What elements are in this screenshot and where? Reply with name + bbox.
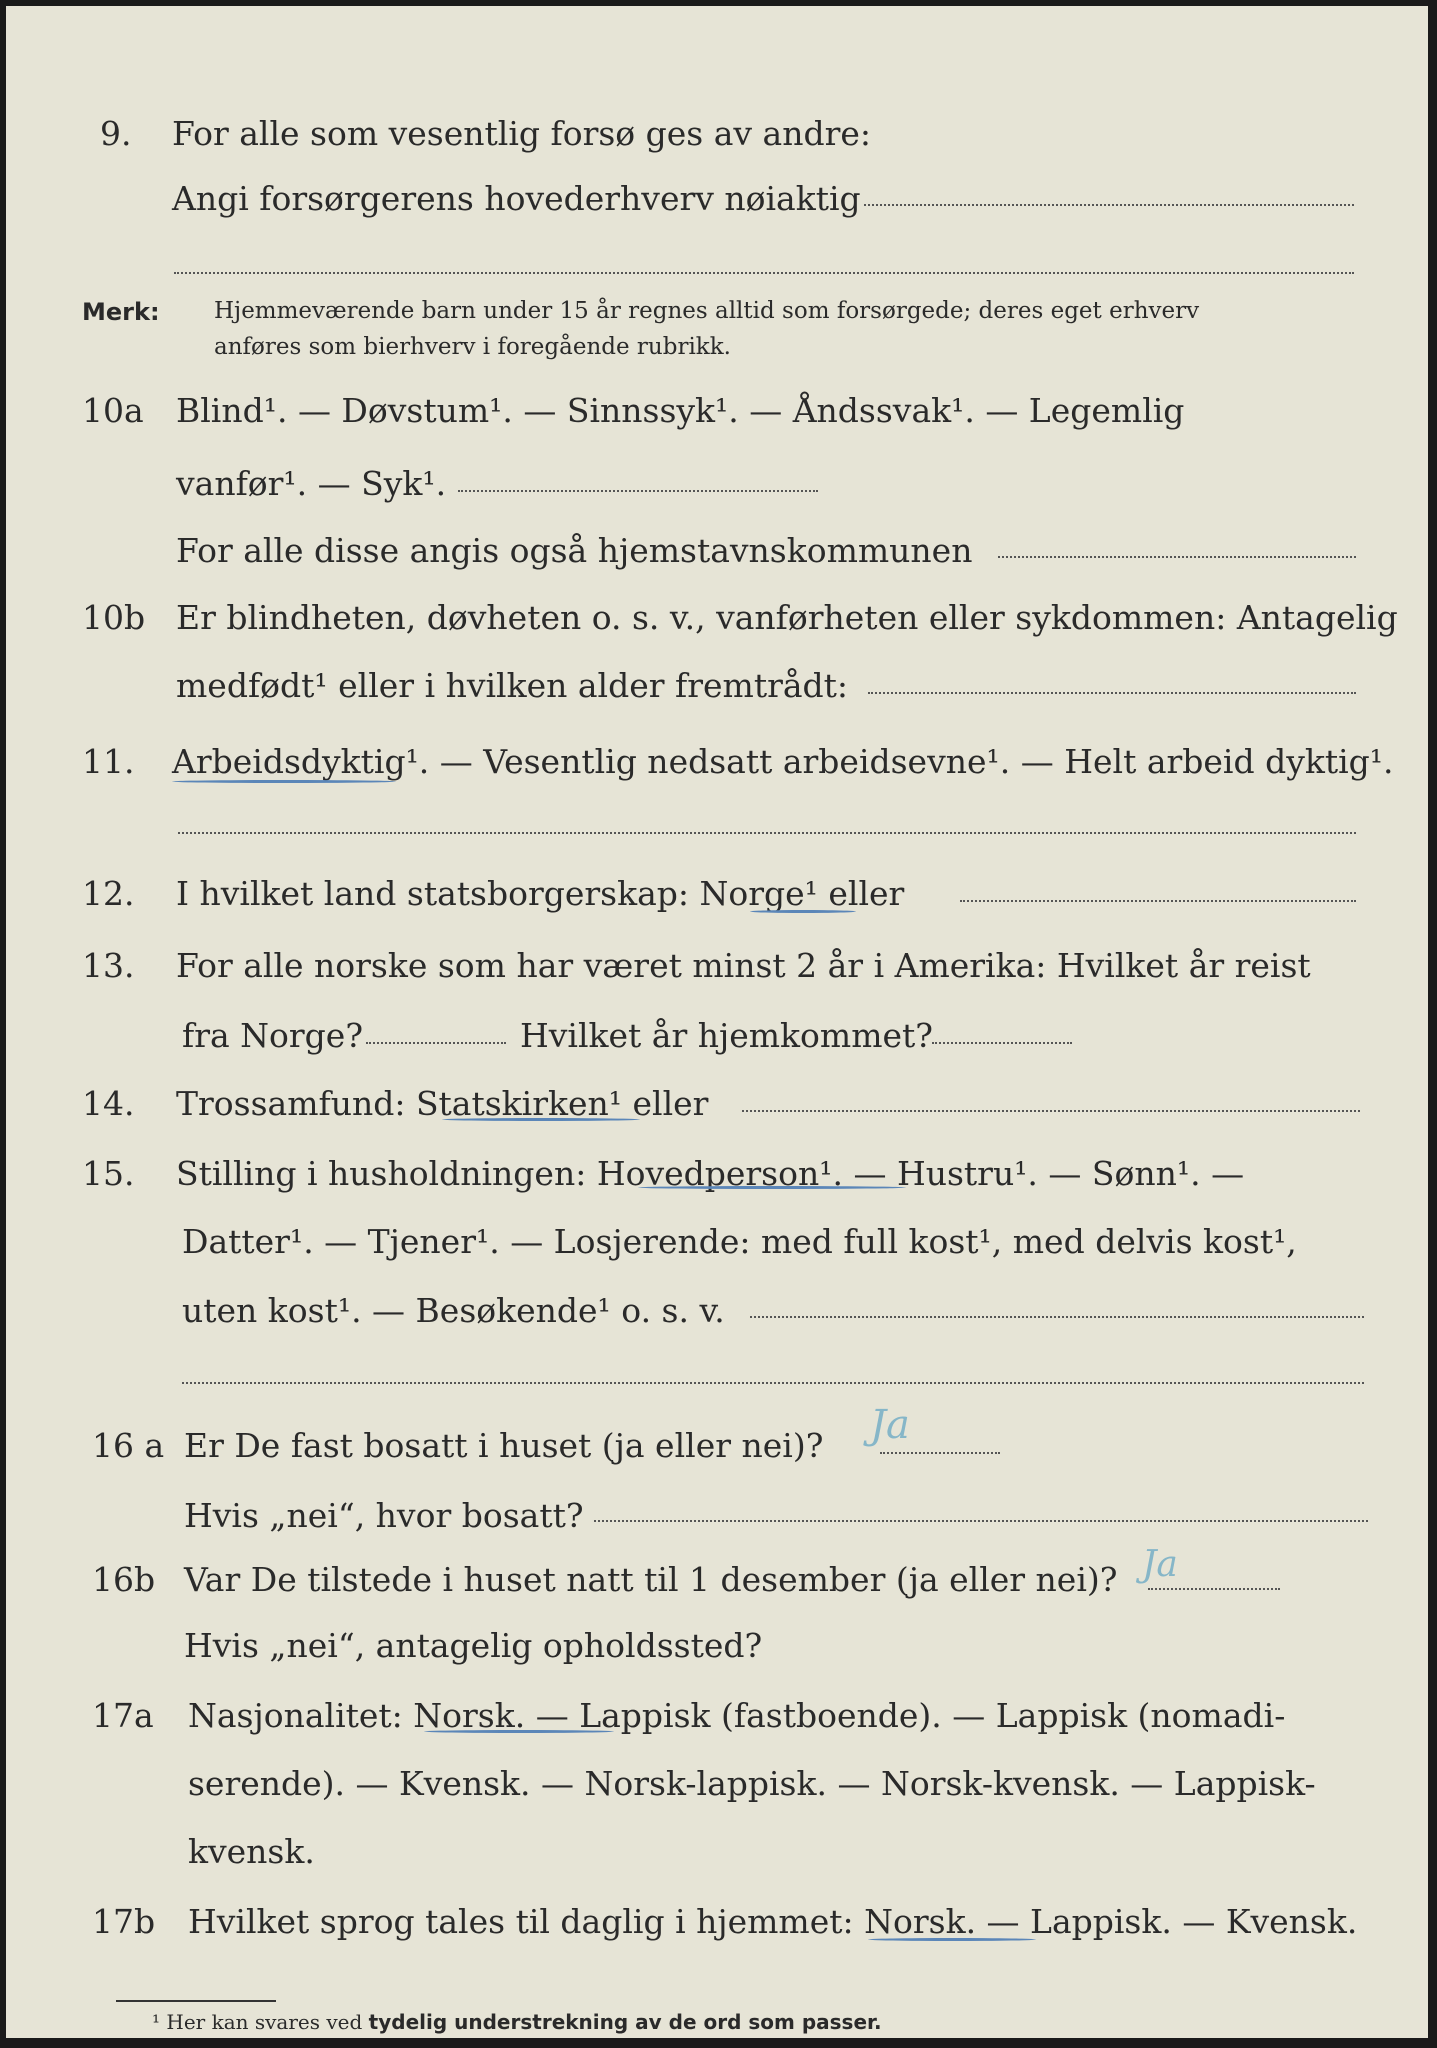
q15-number: 15. [82,1154,135,1193]
q13-text-line2b: Hvilket år hjemkommet? [520,1016,933,1055]
footnote-mark: ¹ [152,2010,161,2034]
q9-answer-line[interactable] [864,204,1354,206]
q16b-text-line1: Var De tilstede i huset natt til 1 desember (ja eller nei)? [184,1560,1118,1599]
q15-answer-line-2[interactable] [182,1382,1364,1384]
footnote-text: Her kan svares ved [166,2010,363,2034]
q12-answer-line[interactable] [960,900,1356,902]
q16a-text-line2: Hvis „nei“, hvor bosatt? [184,1496,584,1535]
q12-text-line1: I hvilket land statsborgerskap: Norge¹ eller [176,874,905,913]
q14-text-line1: Trossamfund: Statskirken¹ eller [176,1084,709,1123]
q17b-number: 17b [92,1902,156,1941]
q14-answer-line[interactable] [742,1110,1360,1112]
q16a-bosatt-line[interactable] [594,1520,1368,1522]
q17a-text-line3: kvensk. [188,1832,315,1871]
q9-answer-line-2[interactable] [174,272,1354,274]
q11-pen-underline [172,780,396,783]
q10a-text-line1: Blind¹. — Døvstum¹. — Sinnssyk¹. — Åndssvak¹. — Legemlig [176,391,1185,430]
footnote-rule [116,2000,276,2002]
q10b-text-line1: Er blindheten, døvheten o. s. v., vanførheten eller sykdommen: Antagelig [176,598,1398,637]
q17a-pen-underline [424,1730,614,1733]
q15-pen-underline [638,1186,906,1189]
q16a-text-line1: Er De fast bosatt i huset (ja eller nei)? [184,1426,824,1465]
q12-pen-underline [750,910,856,913]
q11-text-line1: Arbeidsdyktig¹. — Vesentlig nedsatt arbeidsevne¹. — Helt arbeid dyktig¹. [172,742,1394,781]
q13-text-line2a: fra Norge? [182,1016,364,1055]
q9-text-line1: For alle som vesentlig forsø ges av andre: [172,114,871,153]
q14-number: 14. [82,1084,135,1123]
q11-number: 11. [82,742,135,781]
q10a-text-line3: For alle disse angis også hjemstavnskommunen [176,531,973,570]
q10a-text-line2: vanfør¹. — Syk¹. [176,464,447,503]
q15-text-line3: uten kost¹. — Besøkende¹ o. s. v. [182,1291,725,1330]
q10b-answer-line[interactable] [868,692,1356,694]
q16a-answer-line[interactable] [880,1452,1000,1454]
q17b-text-line1: Hvilket sprog tales til daglig i hjemmet: Norsk. — Lappisk. — Kvensk. [188,1902,1358,1941]
q13-reist-line[interactable] [366,1042,506,1044]
q11-answer-line[interactable] [178,832,1356,834]
q16b-handwritten-answer: Ja [1142,1544,1178,1585]
q12-number: 12. [82,874,135,913]
q16b-answer-line[interactable] [1148,1588,1280,1590]
q17b-pen-underline [868,1938,1036,1941]
q10b-text-line2: medfødt¹ eller i hvilken alder fremtrådt: [176,666,849,705]
q17a-text-line1: Nasjonalitet: Norsk. — Lappisk (fastboende). — Lappisk (nomadi- [188,1696,1286,1735]
footnote [152,2010,882,2034]
merk-label: Merk: [82,298,160,326]
footnote-text-bold: tydelig understrekning av de ord som passer. [368,2010,882,2034]
q17a-number: 17a [92,1696,154,1735]
q15-answer-line[interactable] [750,1316,1364,1318]
q10a-number: 10a [82,391,144,430]
q13-text-line1: For alle norske som har været minst 2 år i Amerika: Hvilket år reist [176,946,1311,985]
q16a-number: 16 a [92,1426,165,1465]
q16a-handwritten-answer: Ja [870,1402,910,1448]
q17a-text-line2: serende). — Kvensk. — Norsk-lappisk. — Norsk-kvensk. — Lappisk- [188,1764,1316,1803]
q13-hjemkommet-line[interactable] [932,1042,1072,1044]
q16b-number: 16b [92,1560,156,1599]
q10a-answer-line[interactable] [458,490,818,492]
q9-text-line2: Angi forsørgerens hovederhverv nøiaktig [172,179,861,218]
q13-number: 13. [82,946,135,985]
q10b-number: 10b [82,598,146,637]
q16b-text-line2: Hvis „nei“, antagelig opholdssted? [184,1626,763,1665]
q15-text-line1: Stilling i husholdningen: Hovedperson¹. — Hustru¹. — Sønn¹. — [176,1154,1245,1193]
q9-number: 9. [100,114,132,153]
merk-text-line2: anføres som bierhverv i foregående rubrikk. [214,334,731,360]
q10a-hjemstavn-line[interactable] [998,556,1356,558]
merk-text-line1: Hjemmeværende barn under 15 år regnes alltid som forsørgede; deres eget erhverv [214,298,1200,324]
q15-text-line2: Datter¹. — Tjener¹. — Losjerende: med full kost¹, med delvis kost¹, [182,1222,1297,1261]
q14-pen-underline [442,1118,640,1121]
census-form-page [6,6,1428,2038]
